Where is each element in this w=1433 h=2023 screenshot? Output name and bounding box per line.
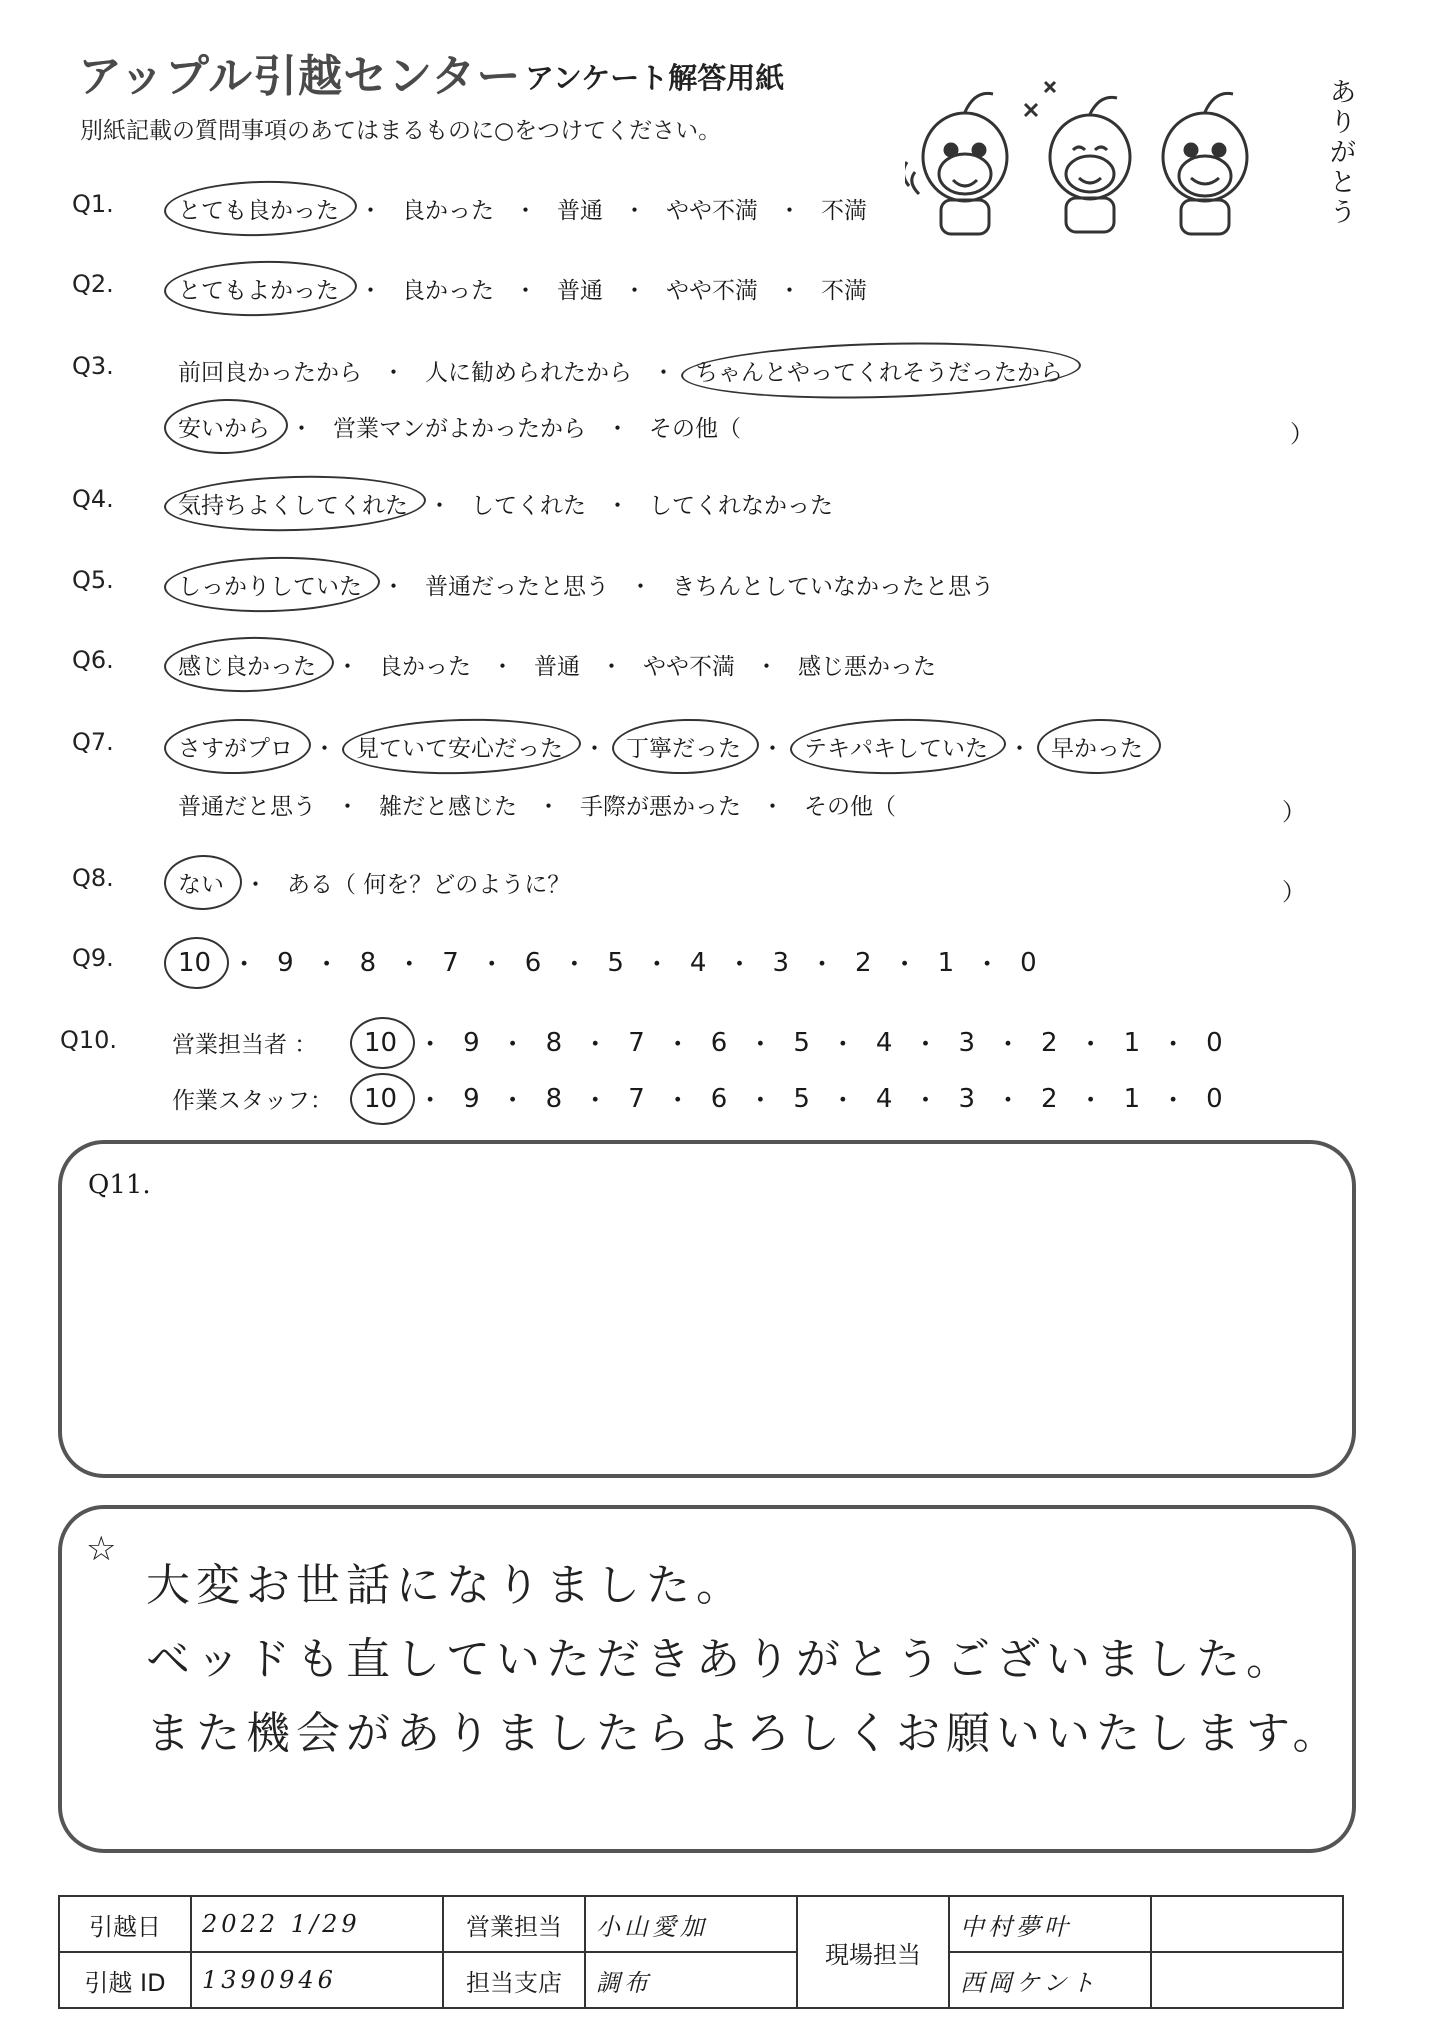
q3-option-4[interactable]: 安いから: [172, 408, 276, 445]
site-staff-extra-2: [1151, 1952, 1343, 2008]
q9-score-5[interactable]: 5: [607, 947, 624, 978]
q7-option-2[interactable]: 見ていて安心だった: [350, 728, 569, 765]
q5-option-2[interactable]: 普通だったと思う: [425, 574, 609, 600]
q6-option-2[interactable]: 良かった: [379, 654, 471, 680]
q4-option-2[interactable]: してくれた: [471, 493, 586, 519]
instructions: 別紙記載の質問事項のあてはまるものに○をつけてください。: [80, 118, 722, 144]
q10-label: Q10.: [60, 1026, 118, 1054]
q7-option-9[interactable]: その他（: [804, 794, 896, 820]
q1-option-2[interactable]: 良かった: [402, 198, 494, 224]
site-staff-extra-1: [1151, 1896, 1343, 1952]
sales-rep-value: 小山愛加: [585, 1896, 797, 1952]
q10-staff-score-7[interactable]: 7: [628, 1083, 645, 1114]
q10-sales-score-9[interactable]: 9: [463, 1027, 480, 1058]
thanks-vertical-text: ありがとう: [1330, 78, 1357, 228]
q9-score-6[interactable]: 6: [524, 947, 542, 978]
q3-option-6[interactable]: その他（: [649, 416, 741, 442]
move-id-label: 引越 ID: [59, 1952, 191, 2008]
q8-option-2[interactable]: ある（ 何を？どのように？: [287, 872, 571, 898]
q9-score-8[interactable]: 8: [359, 947, 377, 978]
q9-score-0[interactable]: 0: [1020, 947, 1037, 978]
q11-answer-box[interactable]: [58, 1140, 1356, 1478]
move-date-label: 引越日: [59, 1896, 191, 1952]
q10-staff-score-3[interactable]: 3: [958, 1083, 976, 1114]
q5-option-1[interactable]: しっかりしていた: [172, 566, 368, 603]
site-staff-1: 中村夢叶: [949, 1896, 1151, 1952]
monkey-icon-3: [1163, 93, 1247, 234]
q8-options: ない ・ ある（ 何を？どのように？: [172, 864, 576, 901]
q10-sales-score-2[interactable]: 2: [1041, 1027, 1058, 1058]
q6-options: 感じ良かった ・ 良かった ・ 普通 ・ やや不満 ・ 感じ悪かった: [172, 646, 942, 683]
form-subtitle: アンケート解答用紙: [525, 61, 785, 95]
q10-staff-score-10[interactable]: 10: [358, 1082, 403, 1116]
q3-options-line1: 前回良かったから ・ 人に勧められたから ・ ちゃんとやってくれそうだったから: [172, 352, 1069, 389]
q2-option-2[interactable]: 良かった: [402, 278, 494, 304]
q7-option-8[interactable]: 手際が悪かった: [580, 794, 741, 820]
q11-label: Q11.: [88, 1170, 151, 1200]
q10-staff-label: 作業スタッフ：: [172, 1088, 333, 1114]
q10-sales-score-10[interactable]: 10: [358, 1026, 403, 1060]
monkey-mascot-illustration: [905, 62, 1285, 242]
q10-staff-score-0[interactable]: 0: [1206, 1083, 1223, 1114]
q10-staff-score-4[interactable]: 4: [875, 1083, 893, 1114]
q10-sales-score-5[interactable]: 5: [793, 1027, 810, 1058]
q4-option-3[interactable]: してくれなかった: [649, 493, 833, 519]
star-icon: ☆: [86, 1529, 117, 1569]
q8-option-1[interactable]: ない: [172, 864, 230, 901]
site-staff-label: 現場担当: [797, 1896, 949, 2008]
q4-option-1[interactable]: 気持ちよくしてくれた: [172, 485, 414, 522]
q7-label: Q7.: [72, 728, 114, 756]
move-date-value: 2022 1/29: [191, 1896, 443, 1952]
comment-box[interactable]: [58, 1505, 1356, 1853]
q1-option-4[interactable]: やや不満: [666, 198, 758, 224]
sales-rep-label: 営業担当: [443, 1896, 585, 1952]
q10-sales-scale: 10 ・ 9 ・ 8 ・ 7 ・ 6 ・ 5 ・ 4 ・ 3 ・ 2 ・ 1 ・ 0: [358, 1024, 1229, 1061]
q9-score-9[interactable]: 9: [277, 947, 294, 978]
q4-label: Q4.: [72, 485, 114, 513]
q7-option-7[interactable]: 雑だと感じた: [379, 794, 517, 820]
q10-staff-score-8[interactable]: 8: [545, 1083, 563, 1114]
q6-option-4[interactable]: やや不満: [643, 654, 735, 680]
q10-staff-score-1[interactable]: 1: [1123, 1083, 1141, 1114]
q5-option-3[interactable]: きちんとしていなかったと思う: [672, 574, 994, 600]
q10-staff-score-9[interactable]: 9: [463, 1083, 480, 1114]
q5-label: Q5.: [72, 566, 114, 594]
q8-close-paren: ）: [1282, 878, 1306, 906]
q9-label: Q9.: [72, 944, 114, 972]
q9-score-4[interactable]: 4: [689, 947, 707, 978]
q9-scale: 10 ・ 9 ・ 8 ・ 7 ・ 6 ・ 5 ・ 4 ・ 3 ・ 2 ・ 1 ・ 0: [172, 944, 1043, 981]
q1-options: とても良かった ・ 良かった ・ 普通 ・ やや不満 ・ 不満: [172, 190, 873, 227]
q2-option-5[interactable]: 不満: [821, 278, 867, 304]
q2-options: とてもよかった ・ 良かった ・ 普通 ・ やや不満 ・ 不満: [172, 270, 873, 307]
q10-sales-score-6[interactable]: 6: [710, 1027, 728, 1058]
q1-option-5[interactable]: 不満: [821, 198, 867, 224]
comment-line-1: 大変お世話になりました。: [146, 1560, 746, 1611]
q10-sales-score-8[interactable]: 8: [545, 1027, 563, 1058]
q3-option-5[interactable]: 営業マンがよかったから: [333, 416, 586, 442]
q7-option-3[interactable]: 丁寧だった: [620, 728, 747, 765]
q2-label: Q2.: [72, 270, 114, 298]
q2-option-4[interactable]: やや不満: [666, 278, 758, 304]
q10-staff-score-6[interactable]: 6: [710, 1083, 728, 1114]
q10-sales-score-4[interactable]: 4: [875, 1027, 893, 1058]
q10-sales-score-0[interactable]: 0: [1206, 1027, 1223, 1058]
q10-sales-score-7[interactable]: 7: [628, 1027, 645, 1058]
q10-staff-score-5[interactable]: 5: [793, 1083, 810, 1114]
q1-option-3[interactable]: 普通: [557, 198, 603, 224]
q5-options: しっかりしていた ・ 普通だったと思う ・ きちんとしていなかったと思う: [172, 566, 1000, 603]
q6-option-1[interactable]: 感じ良かった: [172, 646, 322, 683]
q9-score-7[interactable]: 7: [442, 947, 459, 978]
q10-sales-score-1[interactable]: 1: [1123, 1027, 1141, 1058]
comment-line-3: また機会がありましたらよろしくお願いいたします。: [146, 1708, 1343, 1759]
q2-option-3[interactable]: 普通: [557, 278, 603, 304]
q7-option-5[interactable]: 早かった: [1045, 728, 1149, 765]
comment-line-2: ベッドも直していただきありがとうございました。: [146, 1634, 1296, 1685]
q1-option-1[interactable]: とても良かった: [172, 190, 345, 227]
q10-sales-score-3[interactable]: 3: [958, 1027, 976, 1058]
q6-option-5[interactable]: 感じ悪かった: [798, 654, 936, 680]
q7-option-6[interactable]: 普通だと思う: [178, 794, 316, 820]
monkey-icon-2: [1025, 82, 1130, 232]
q9-score-2[interactable]: 2: [855, 947, 872, 978]
q1-label: Q1.: [72, 190, 114, 218]
q8-label: Q8.: [72, 864, 114, 892]
q7-options-line2: 普通だと思う ・ 雑だと感じた ・ 手際が悪かった ・ その他（: [172, 786, 902, 823]
q9-score-1[interactable]: 1: [937, 947, 955, 978]
q10-staff-score-2[interactable]: 2: [1041, 1083, 1058, 1114]
move-id-value: 1390946: [191, 1952, 443, 2008]
q7-options-line1: さすがプロ ・ 見ていて安心だった ・ 丁寧だった ・ テキパキしていた ・ 早かった: [172, 728, 1149, 765]
q3-option-2[interactable]: 人に勧められたから: [425, 360, 632, 386]
q9-score-10[interactable]: 10: [172, 946, 217, 980]
site-staff-2: 西岡ケント: [949, 1952, 1151, 2008]
q4-options: 気持ちよくしてくれた ・ してくれた ・ してくれなかった: [172, 485, 839, 522]
q6-option-3[interactable]: 普通: [534, 654, 580, 680]
q3-option-1[interactable]: 前回良かったから: [178, 360, 362, 386]
q6-label: Q6.: [72, 646, 114, 674]
move-info-table: [58, 1895, 1344, 2009]
q7-option-1[interactable]: さすがプロ: [172, 728, 299, 765]
branch-label: 担当支店: [443, 1952, 585, 2008]
q3-close-paren: ）: [1290, 420, 1314, 448]
q2-option-1[interactable]: とてもよかった: [172, 270, 345, 307]
monkey-icon-1: [905, 93, 1007, 234]
q7-option-4[interactable]: テキパキしていた: [798, 728, 994, 765]
q7-close-paren: ）: [1282, 798, 1306, 826]
q3-option-3[interactable]: ちゃんとやってくれそうだったから: [689, 352, 1069, 389]
q10-sales-label: 営業担当者 ：: [172, 1032, 318, 1058]
q3-label: Q3.: [72, 352, 114, 380]
q9-score-3[interactable]: 3: [772, 947, 790, 978]
q10-staff-scale: 10 ・ 9 ・ 8 ・ 7 ・ 6 ・ 5 ・ 4 ・ 3 ・ 2 ・ 1 ・ 0: [358, 1080, 1229, 1117]
branch-value: 調布: [585, 1952, 797, 2008]
q3-options-line2: 安いから ・ 営業マンがよかったから ・ その他（: [172, 408, 747, 445]
form-title: アップル引越センター: [78, 51, 522, 102]
